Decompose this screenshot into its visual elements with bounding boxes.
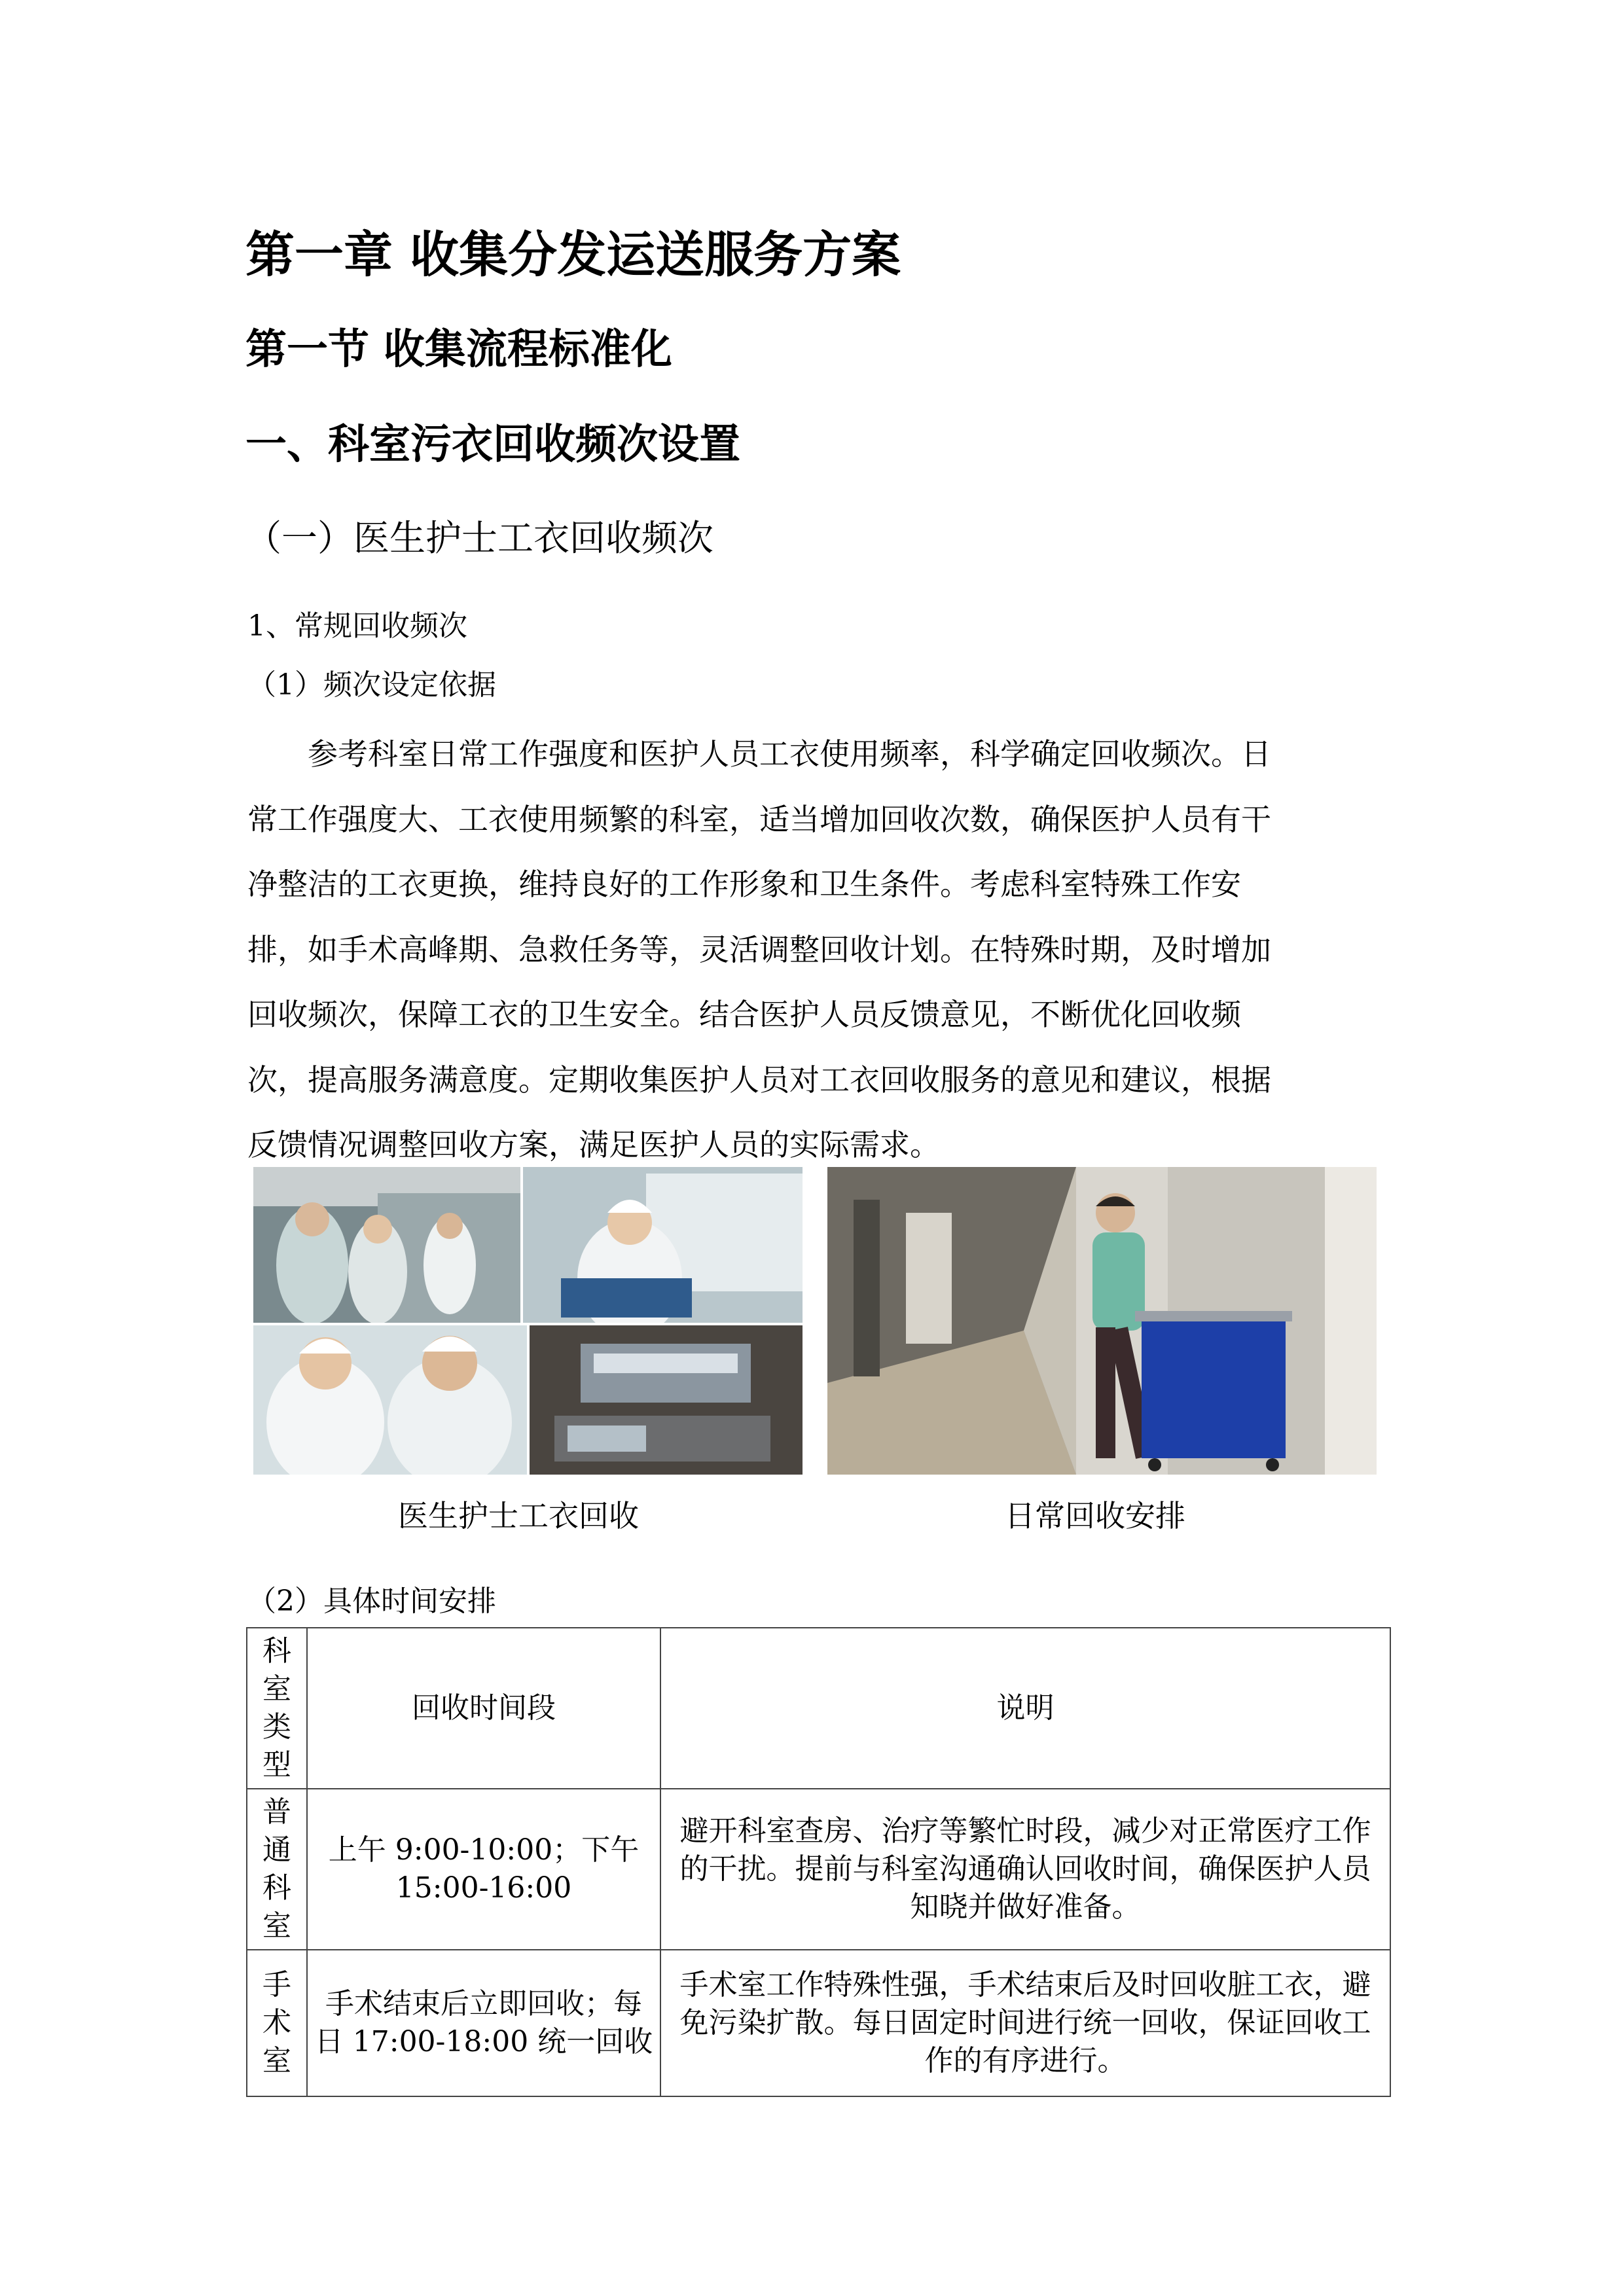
item-heading-1-2: （2）具体时间安排 — [247, 1585, 496, 1618]
table-cell: 手术结束后立即回收；每日 17:00-18:00 统一回收 — [307, 1950, 660, 2096]
figure-caption-2: 日常回收安排 — [1005, 1498, 1185, 1534]
laundry-cart-illustration — [827, 1167, 1377, 1475]
paragraph-line: 常工作强度大、工衣使用频繁的科室，适当增加回收次数，确保医护人员有干 — [247, 801, 1271, 837]
paragraph-line: 反馈情况调整回收方案，满足医护人员的实际需求。 — [247, 1127, 940, 1162]
figure-caption-1: 医生护士工衣回收 — [398, 1498, 639, 1534]
paragraph-line: 排，如手术高峰期、急救任务等，灵活调整回收计划。在特殊时期，及时增加 — [247, 931, 1271, 967]
table-cell: 手术室 — [247, 1950, 307, 2096]
table-row — [247, 1789, 1390, 1950]
table-row — [247, 1950, 1390, 2096]
table-cell: 手术室工作特殊性强，手术结束后及时回收脏工衣，避免污染扩散。每日固定时间进行统一回收，保证回收工作的有序进行。 — [660, 1950, 1390, 2096]
sub-subsection-title: （一）医生护士工衣回收频次 — [245, 517, 714, 559]
table-header-cell: 科室类型 — [247, 1628, 307, 1789]
subsection-title: 一、科室污衣回收频次设置 — [245, 420, 740, 468]
schedule-table — [246, 1627, 1391, 2097]
table-cell: 避开科室查房、治疗等繁忙时段，减少对正常医疗工作的干扰。提前与科室沟通确认回收时间，确保医护人员知晓并做好准备。 — [660, 1789, 1390, 1950]
nurse-collage-photo — [253, 1167, 803, 1475]
table-cell: 普通科室 — [247, 1789, 307, 1950]
body-paragraph — [247, 722, 1386, 1178]
laundry-cart-photo — [827, 1167, 1377, 1475]
table-cell: 上午 9:00-10:00；下午 15:00-16:00 — [307, 1789, 660, 1950]
table-header-row — [247, 1628, 1390, 1789]
table-header-cell: 回收时间段 — [307, 1628, 660, 1789]
paragraph-line: 净整洁的工衣更换，维持良好的工作形象和卫生条件。考虑科室特殊工作安 — [247, 867, 1241, 902]
paragraph-line: 回收频次，保障工衣的卫生安全。结合医护人员反馈意见，不断优化回收频 — [247, 997, 1241, 1032]
chapter-title: 第一章 收集分发运送服务方案 — [245, 226, 901, 283]
section-title: 第一节 收集流程标准化 — [245, 325, 672, 373]
item-heading-1: 1、常规回收频次 — [247, 609, 467, 643]
table-header-cell: 说明 — [660, 1628, 1390, 1789]
paragraph-line: 参考科室日常工作强度和医护人员工衣使用频率，科学确定回收频次。日 — [308, 736, 1271, 772]
nurse-collage-illustration — [253, 1167, 803, 1475]
paragraph-line: 次，提高服务满意度。定期收集医护人员对工衣回收服务的意见和建议，根据 — [247, 1062, 1271, 1098]
item-heading-1-1: （1）频次设定依据 — [247, 668, 496, 702]
